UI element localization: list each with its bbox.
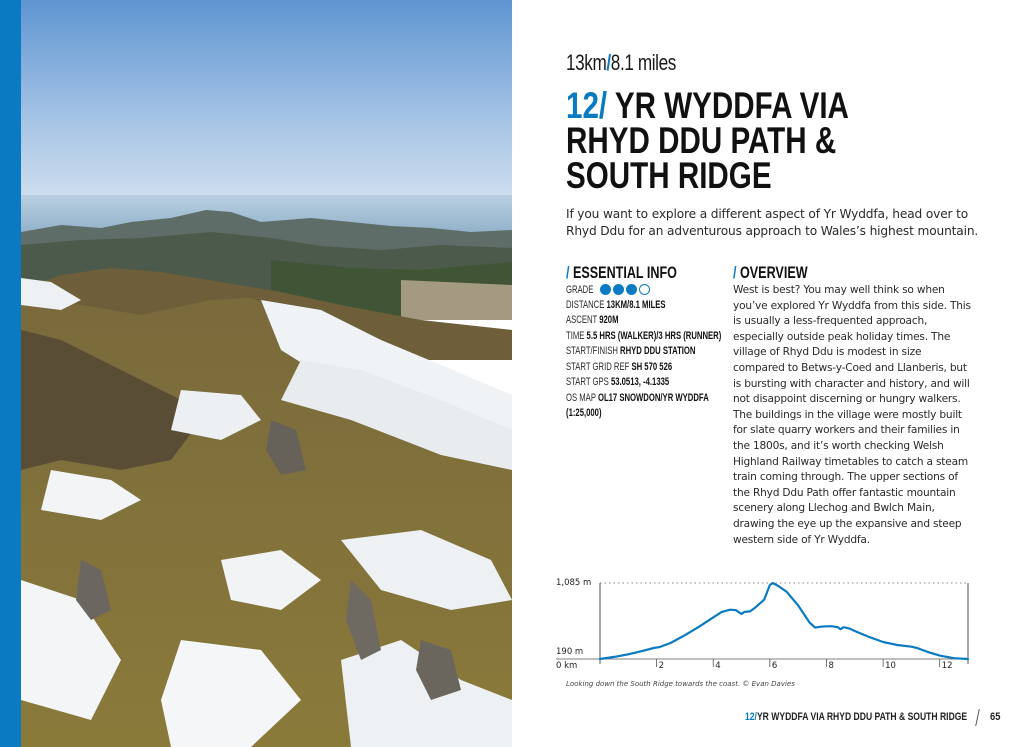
running-footer: 12/YR WYDDFA VIA RHYD DDU PATH & SOUTH RIDGE xyxy=(745,711,968,723)
x-axis-ticks xyxy=(657,659,940,667)
x-axis-tick-label: 4 xyxy=(715,661,721,671)
title-line-1 xyxy=(566,85,1006,126)
grade-row xyxy=(566,282,721,298)
overview xyxy=(733,264,973,548)
grade-dot-filled-icon xyxy=(600,284,611,295)
grade-dot-filled-icon xyxy=(626,284,637,295)
essential-info xyxy=(566,264,721,422)
grade-dot-empty-icon xyxy=(639,284,650,295)
x-axis-tick-label: 2 xyxy=(658,661,665,671)
route-number: 12 xyxy=(566,85,599,126)
route-number-slash: / xyxy=(598,85,608,126)
grade-label: GRADE xyxy=(566,283,594,296)
distance-km: 13km xyxy=(566,50,607,75)
intro-paragraph: If you want to explore a different aspect of Yr Wyddfa, head over to Rhyd Ddu for an adventurous approach to Wales’s highest mountain. xyxy=(566,207,979,238)
y-axis-max-label: 1,085 m xyxy=(556,578,592,588)
x-axis-tick-label: 6 xyxy=(771,661,778,671)
info-gps: START GPS 53.0513, -4.1335 xyxy=(566,376,670,388)
x-axis-origin-label: 0 km xyxy=(556,661,578,671)
page-number: 65 xyxy=(990,711,1001,723)
title-line-3: SOUTH RIDGE xyxy=(566,155,772,196)
info-time: TIME 5.5 HRS (WALKER)/3 HRS (RUNNER) xyxy=(566,329,722,342)
photo-caption: Looking down the South Ridge towards the coast. © Evan Davies xyxy=(566,680,795,688)
title-text-1: YR WYDDFA VIA xyxy=(614,85,849,126)
grade-dot-filled-icon xyxy=(613,284,624,295)
overview-heading: / OVERVIEW xyxy=(733,263,808,282)
elevation-profile-plot xyxy=(556,572,986,672)
info-start-finish: START/FINISH RHYD DDU STATION xyxy=(566,345,696,357)
info-map-scale: (1:25,000) xyxy=(566,407,602,419)
essential-info-heading: / ESSENTIAL INFO xyxy=(566,263,677,282)
mountain-photo xyxy=(21,0,512,747)
overview-text: West is best? You may well think so when you’ve explored Yr Wyddfa from this side. This is usually a less-frequented approach, especially outside peak holiday times. The village of Rhyd Ddu is modest in size compared to Betws-y-Coed and Llanberis, but is bursting with character and history, and will not disappoint discerning or hungry walkers. The buildings in the village were mostly built for slate quarry workers and their families in the 1800s, and it’s worth checking Welsh Highland Railway timetables to catch a steam train coming through. The upper sections of the Rhyd Ddu Path offer fantastic mountain scenery along Llechog and Bwlch Main, drawing the eye up the expansive and steep western side of Yr Wyddfa. xyxy=(733,284,971,546)
y-axis-min-label: 190 m xyxy=(556,647,584,657)
right-page xyxy=(512,0,1024,747)
accent-bar xyxy=(0,0,21,747)
slash-divider: / xyxy=(606,50,611,75)
info-os-map: OS MAP OL17 SNOWDON/YR WYDDFA xyxy=(566,391,709,404)
x-axis-tick-label: 12 xyxy=(941,661,953,671)
x-axis-tick-label: 8 xyxy=(828,661,834,671)
photo-illustration xyxy=(21,0,512,747)
route-title xyxy=(566,85,1006,196)
distance-miles: 8.1 miles xyxy=(610,50,676,75)
x-axis-tick-label: 10 xyxy=(885,661,896,671)
title-line-2: RHYD DDU PATH & xyxy=(566,120,837,161)
info-grid-ref: START GRID REF SH 570 526 xyxy=(566,360,673,373)
info-distance: DISTANCE 13KM/8.1 MILES xyxy=(566,298,666,311)
info-ascent: ASCENT 920M xyxy=(566,314,619,326)
route-distance xyxy=(566,50,707,76)
elevation-profile-chart xyxy=(556,572,986,672)
